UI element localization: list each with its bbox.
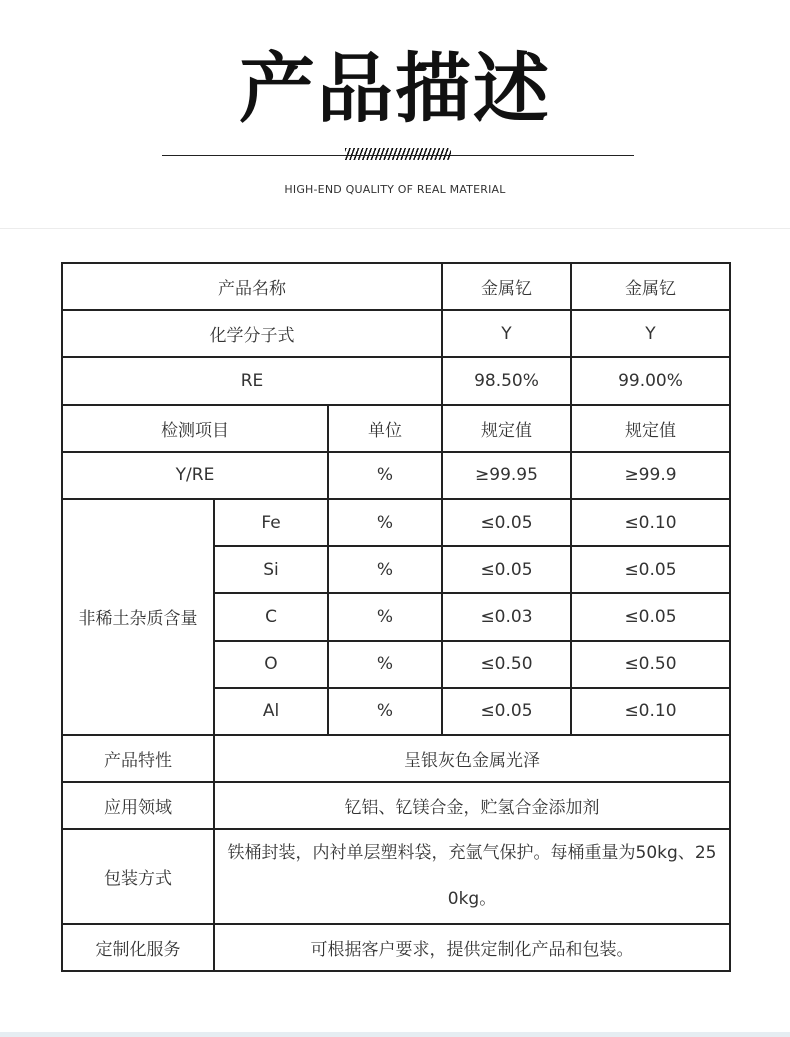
impurity-col2: ≤0.10 <box>571 688 730 735</box>
impurity-element: Al <box>214 688 328 735</box>
table-row-test-header <box>62 405 730 452</box>
impurity-unit: % <box>328 593 442 640</box>
table-row-formula <box>62 310 730 357</box>
y-re-col1: ≥99.95 <box>442 452 571 499</box>
impurity-element: O <box>214 641 328 688</box>
properties-label: 产品特性 <box>62 735 214 782</box>
impurity-col2: ≤0.50 <box>571 641 730 688</box>
test-item-header: 检测项目 <box>62 405 328 452</box>
impurity-col1: ≤0.05 <box>442 499 571 546</box>
packaging-value: 铁桶封装，内衬单层塑料袋，充氩气保护。每桶重量为50kg、250kg。 <box>214 829 730 923</box>
impurity-col2: ≤0.05 <box>571 546 730 593</box>
custom-label: 定制化服务 <box>62 924 214 971</box>
impurity-unit: % <box>328 688 442 735</box>
table-row-impurity-fe <box>62 499 730 546</box>
header-section <box>0 0 790 228</box>
spec-header-col2: 规定值 <box>571 405 730 452</box>
impurity-col1: ≤0.05 <box>442 546 571 593</box>
re-col1: 98.50% <box>442 357 571 404</box>
application-label: 应用领域 <box>62 782 214 829</box>
page-subtitle: HIGH-END QUALITY OF REAL MATERIAL <box>284 183 506 196</box>
impurity-col2: ≤0.05 <box>571 593 730 640</box>
table-row-y-re <box>62 452 730 499</box>
product-name-col1: 金属钇 <box>442 263 571 310</box>
unit-header: 单位 <box>328 405 442 452</box>
section-separator <box>0 228 790 229</box>
impurity-col1: ≤0.50 <box>442 641 571 688</box>
y-re-label: Y/RE <box>62 452 328 499</box>
page-title: 产品描述 <box>239 44 551 133</box>
packaging-label: 包装方式 <box>62 829 214 923</box>
table-row-packaging <box>62 829 730 923</box>
impurity-unit: % <box>328 546 442 593</box>
formula-col2: Y <box>571 310 730 357</box>
impurity-group-label: 非稀土杂质含量 <box>62 499 214 735</box>
properties-value: 呈银灰色金属光泽 <box>214 735 730 782</box>
table-row-re <box>62 357 730 404</box>
impurity-col1: ≤0.05 <box>442 688 571 735</box>
impurity-unit: % <box>328 641 442 688</box>
impurity-element: Si <box>214 546 328 593</box>
impurity-col1: ≤0.03 <box>442 593 571 640</box>
application-value: 钇铝、钇镁合金，贮氢合金添加剂 <box>214 782 730 829</box>
table-row-properties <box>62 735 730 782</box>
y-re-unit: % <box>328 452 442 499</box>
formula-col1: Y <box>442 310 571 357</box>
table-row-product-name <box>62 263 730 310</box>
table-row-application <box>62 782 730 829</box>
product-name-col2: 金属钇 <box>571 263 730 310</box>
custom-value: 可根据客户要求，提供定制化产品和包装。 <box>214 924 730 971</box>
y-re-col2: ≥99.9 <box>571 452 730 499</box>
table-row-custom <box>62 924 730 971</box>
title-divider-hatch <box>345 148 451 160</box>
impurity-col2: ≤0.10 <box>571 499 730 546</box>
impurity-unit: % <box>328 499 442 546</box>
spec-header-col1: 规定值 <box>442 405 571 452</box>
product-name-label: 产品名称 <box>62 263 442 310</box>
formula-label: 化学分子式 <box>62 310 442 357</box>
impurity-element: C <box>214 593 328 640</box>
impurity-element: Fe <box>214 499 328 546</box>
re-col2: 99.00% <box>571 357 730 404</box>
bottom-border <box>0 1032 790 1037</box>
spec-table <box>61 262 731 972</box>
re-label: RE <box>62 357 442 404</box>
